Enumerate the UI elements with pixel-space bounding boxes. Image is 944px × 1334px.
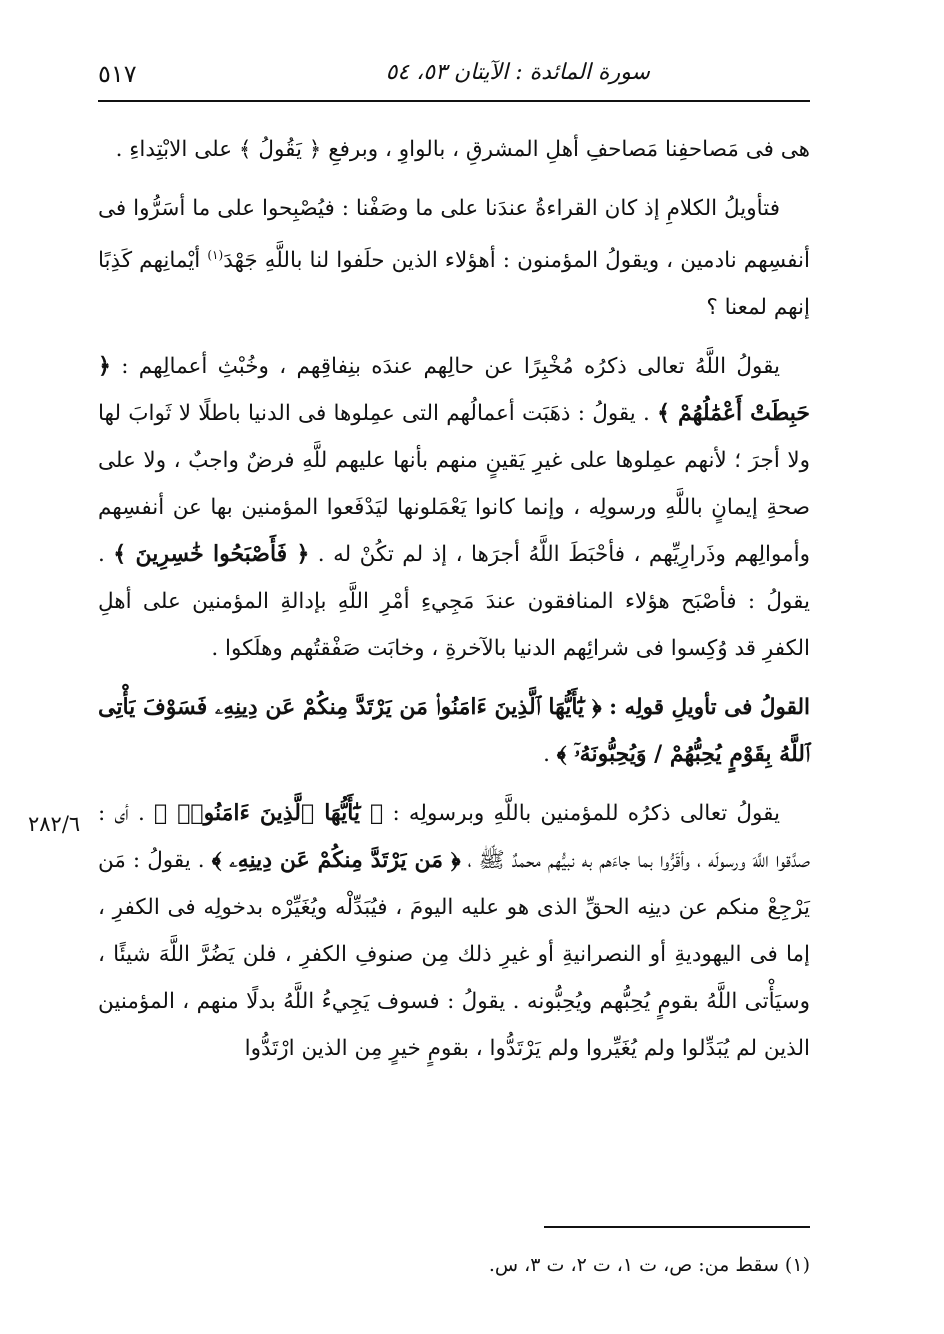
quran-quote: ﴿ يَٰٓأَيُّهَا ٱلَّذِينَ ءَامَنُوا۟ مَن يَرْتَدَّ مِنكُمْ عَن دِينِهِۦ فَسَوْفَ يَأْتِى ٱللَّهُ بِقَوْمٍ يُحِبُّهُمْ / وَيُحِبُّونَهُۥٓ ﴾ xyxy=(98,694,810,768)
paragraph-3-text-b: . يقولُ : ذهَبَت أعمالُهم التى عمِلوها فى الدنيا باطلًا لا ثَوابَ لها ولا أجرَ ؛ لأنهم عمِلوها على غيرِ يَقينٍ منهم بأنها عليهم للَّهِ فرضٌ واجبٌ ، ولا على صحةِ إيمانٍ باللَّهِ ورسولِه ، وإنما كانوا يَعْمَلونها ليَدْفَعوا المؤمنين بها عن أنفسِهم وأموالِهم وذَرارِيِّهم ، فأحْبَطَ اللَّهُ أجرَها ، إذ لم تكُنْ له . xyxy=(98,401,810,568)
page-number: ٥١٧ xyxy=(98,60,137,88)
paragraph-3-text-c: . يقولُ : فأصْبَح هؤلاء المنافقون عندَ مَجِيءِ أمْرِ اللَّهِ بإدالةِ المؤمنين على أهلِ الكفرِ قد وُكِسوا فى شرائِهم الدنيا بالآخرةِ ، وخابَت صَفْقتُهم وهلَكوا . xyxy=(98,542,810,662)
tafsir-heading: القولُ فى تأويلِ قولِه : xyxy=(601,695,810,721)
paragraph-1-text: هى فى مَصاحفِنا مَصاحفِ أهلِ المشرقِ ، بالواوِ ، وبرفعِ ﴿ يَقُولُ ﴾ على الابْتِداءِ . xyxy=(115,137,810,162)
paragraph-2-end: أيْمانِهم كَذِبًا إنهم لمعنا ؟ xyxy=(98,248,810,321)
quran-quote: ﴿ مَن يَرْتَدَّ مِنكُمْ عَن دِينِهِۦ ﴾ xyxy=(211,847,461,874)
paragraph-4 xyxy=(98,684,810,778)
paragraph-5 xyxy=(98,790,810,1072)
quran-quote: ﴿ حَبِطَتْ أَعْمَٰلُهُمْ ﴾ xyxy=(98,353,811,427)
paragraph-5-text-b: . أى : صدَّقوا اللَّهَ ورسولَه ، وأقَرُّوا بما جاءَهم به نبيُّهم محمدٌ ﷺ ، xyxy=(98,801,811,874)
footnote-divider xyxy=(544,1226,810,1228)
paragraph-3 xyxy=(98,343,810,672)
paragraph-2 xyxy=(98,185,810,331)
body-text xyxy=(98,126,810,1084)
quran-quote: ﴿ فَأَصْبَحُوا خَٰسِرِينَ ﴾ xyxy=(113,541,310,568)
margin-reference: ٢٨٢/٦ xyxy=(28,812,81,836)
paragraph-5-text-c: . يقولُ : مَن يَرْجِعْ منكم عن دينِه الحقِّ الذى هو عليه اليومَ ، فيُبَدِّلْه ويُغَيِّرْه بدخولِه فى الكفرِ ، إما فى اليهوديةِ أو النصرانيةِ أو غيرِ ذلك مِن صنوفِ الكفرِ ، فلن يَضُرَّ اللَّهَ شيئًا ، وسيَأْتى اللَّهُ بقومٍ يُحِبُّهم ويُحِبُّونه . يقولُ : فسوف يَجِيءُ اللَّهُ بدلًا منهم ، المؤمنين الذين لم يُبَدِّلوا ولم يُغَيِّروا ولم يَرْتَدُّوا ، بقومٍ خيرٍ مِن الذين ارْتَدُّوا xyxy=(98,848,810,1062)
paragraph-2-text: فتأويلُ الكلامِ إذ كان القراءةُ عندَنا على ما وصَفْنا : فيُصْبِحوا على ما أسَرُّوا فى أنفسِهم نادمين ، ويقولُ المؤمنون : أهؤلاء الذين حلَفوا لنا باللَّهِ جَهْدَ xyxy=(98,196,810,274)
quran-quote: ﴿ يَٰٓأَيُّهَا ٱلَّذِينَ ءَامَنُوا۟ ﴾ xyxy=(154,800,384,827)
footnote: (١) سقط من: ص، ت ١، ت ٢، ت ٣، س. xyxy=(488,1254,810,1276)
running-title: سورة المائدة : الآيتان ٥٣، ٥٤ xyxy=(385,60,650,85)
paragraph-3-text-a: يقولُ اللَّهُ تعالى ذكرُه مُخْبِرًا عن حالِهم عندَه بنِفاقِهم ، وخُبْثِ أعمالِهم : xyxy=(110,354,780,380)
paragraph-4-end: . xyxy=(543,742,557,768)
paragraph-1 xyxy=(98,126,810,173)
paragraph-5-text-a: يقولُ تعالى ذكرُه للمؤمنين باللَّهِ وبرسولِه : xyxy=(383,801,780,827)
page-header xyxy=(98,56,810,102)
footnote-marker: (١) xyxy=(207,248,224,262)
